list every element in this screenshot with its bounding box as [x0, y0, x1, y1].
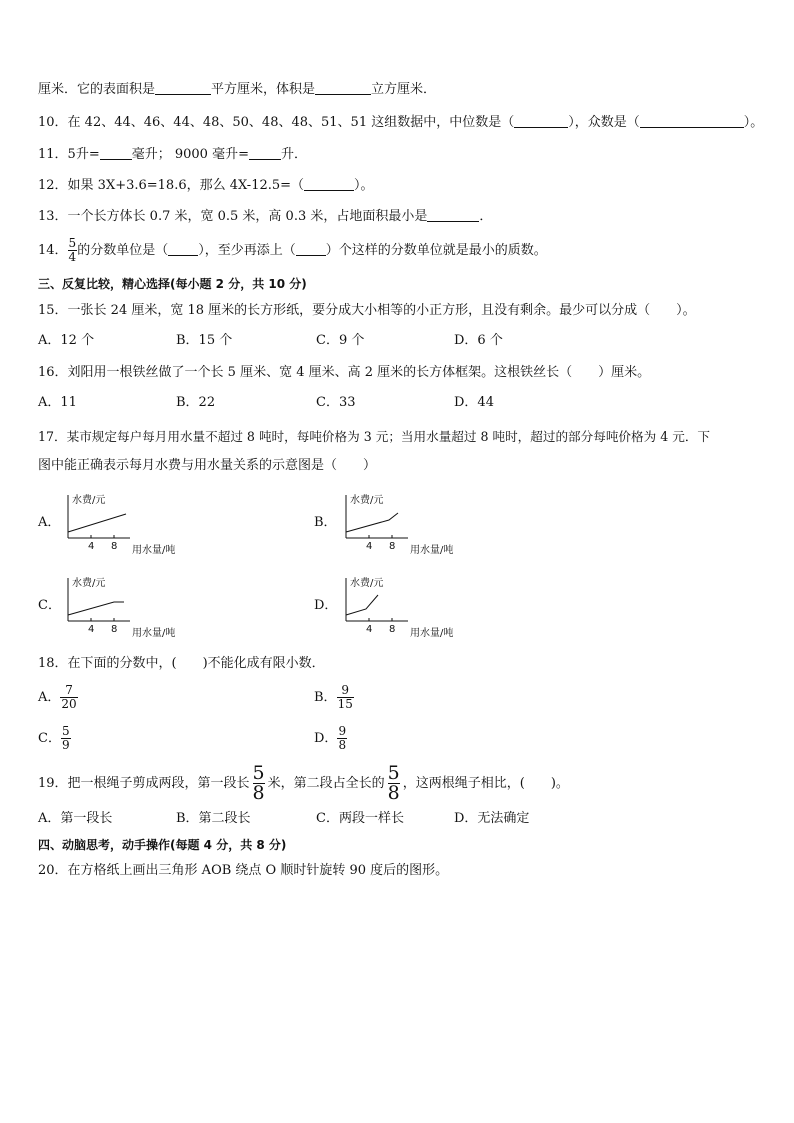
q11-l-blank[interactable]: [249, 146, 281, 160]
q15-option-b[interactable]: B．15 个: [176, 333, 233, 348]
q17-option-c-label[interactable]: C．: [38, 598, 61, 613]
q18-option-c[interactable]: [38, 725, 71, 752]
q17-option-d-label[interactable]: D．: [314, 598, 338, 613]
q13-text-b: ．: [479, 209, 493, 224]
q10-text-b: ），众数是（: [568, 115, 640, 130]
q17-stem-line1: 17．某市规定每户每月用水量不超过 8 吨时，每吨价格为 3 元；当用水量超过 8 吨时，超过的部分每吨价格为 4 元．下: [38, 429, 711, 444]
q18-option-b-label: B．: [314, 690, 337, 705]
q17-option-a-label[interactable]: A．: [38, 515, 61, 530]
q19-option-a[interactable]: A．第一段长: [38, 811, 113, 826]
q9-tail: [38, 81, 436, 99]
graph-c-ylabel: 水费/元: [72, 578, 106, 589]
denominator: 15: [337, 697, 353, 711]
numerator: 7: [65, 683, 73, 697]
q20-stem: 20．在方格纸上画出三角形 AOB 绕点 O 顺时针旋转 90 度后的图形。: [38, 863, 449, 878]
q18-option-c-fraction: [61, 725, 71, 752]
q11: [38, 146, 307, 164]
q12-text-a: 12．如果 3X+3.6=18.6，那么 4X-12.5=（: [38, 178, 305, 193]
q17-graph-b[interactable]: [336, 490, 486, 556]
q15-option-a[interactable]: A．12 个: [38, 333, 95, 348]
graph-b-tick-8: 8: [389, 541, 396, 552]
q18-option-a[interactable]: [38, 684, 78, 711]
q12-answer-blank[interactable]: [304, 177, 354, 191]
q18-option-c-label: C．: [38, 731, 61, 746]
q18-option-b[interactable]: [314, 684, 354, 711]
q18-option-b-fraction: [337, 684, 354, 711]
q15-option-c[interactable]: C．9 个: [316, 333, 365, 348]
q16-option-b[interactable]: B．22: [176, 395, 216, 410]
denominator: 20: [61, 697, 77, 711]
q14-denominator: 4: [68, 250, 77, 264]
graph-a-tick-4: 4: [88, 541, 95, 552]
q16-option-c[interactable]: C．33: [316, 395, 356, 410]
q18-option-a-fraction: [60, 684, 77, 711]
graph-b-line: [346, 513, 398, 532]
q9-text-c: 立方厘米．: [371, 82, 437, 97]
q14-unit-blank[interactable]: [168, 242, 198, 256]
q18-stem: 18．在下面的分数中，( )不能化成有限小数．: [38, 656, 325, 671]
denominator: 8: [387, 782, 400, 804]
q14-numerator: 5: [68, 236, 77, 250]
q18-option-d-fraction: [337, 725, 347, 752]
q17-graph-c[interactable]: [58, 573, 208, 639]
graph-b-tick-4: 4: [366, 541, 373, 552]
graph-a-line: [68, 514, 126, 532]
q9-surface-blank[interactable]: [155, 81, 211, 95]
graph-a-xlabel: 用水量/吨: [132, 545, 176, 556]
q14-text-c: ），至少再添上（: [198, 243, 296, 258]
q13: [38, 208, 492, 226]
q15-stem: 15．一张长 24 厘米，宽 18 厘米的长方形纸，要分成大小相等的小正方形，且没有剩余。最少可以分成（ ）。: [38, 303, 696, 318]
section-3-heading: 三、反复比较，精心选择(每小题 2 分，共 10 分): [38, 277, 307, 291]
q10-median-blank[interactable]: [514, 114, 568, 128]
numerator: 9: [341, 683, 350, 697]
q17-graph-a[interactable]: [58, 490, 208, 556]
q16-stem: 16．刘阳用一根铁丝做了一个长 5 厘米、宽 4 厘米、高 2 厘米的长方体框架。这根铁丝长（ ）厘米。: [38, 365, 651, 380]
q18-option-d[interactable]: [314, 725, 347, 752]
q16-option-a[interactable]: A．11: [38, 395, 77, 410]
numerator: 5: [61, 724, 70, 738]
numerator: 5: [252, 762, 265, 784]
graph-b-ylabel: 水费/元: [350, 495, 384, 506]
denominator: 8: [338, 738, 347, 752]
q10: [38, 114, 763, 132]
q14-text-a: 14．: [38, 243, 68, 258]
q19-fraction-2: [388, 764, 400, 803]
q19-fraction-1: [253, 764, 265, 803]
q14-text-b: 的分数单位是（: [77, 243, 169, 258]
q11-text-b: 毫升； 9000 毫升=: [131, 147, 249, 162]
graph-a-tick-8: 8: [111, 541, 118, 552]
q14-fraction: [68, 237, 78, 264]
graph-a-ylabel: 水费/元: [72, 495, 106, 506]
q12-text-b: ）。: [354, 178, 374, 193]
q17-option-b-label[interactable]: B．: [314, 515, 337, 530]
q15-option-d[interactable]: D．6 个: [454, 333, 503, 348]
denominator: 8: [252, 782, 265, 804]
q13-text-a: 13．一个长方体长 0.7 米，宽 0.5 米，高 0.3 米，占地面积最小是: [38, 209, 428, 224]
denominator: 9: [61, 738, 70, 752]
q19-text-b: 米，第二段占全长的: [267, 776, 385, 791]
graph-d-tick-4: 4: [366, 624, 373, 635]
graph-d-tick-8: 8: [389, 624, 396, 635]
graph-b-xlabel: 用水量/吨: [410, 545, 454, 556]
q10-mode-blank[interactable]: [640, 114, 744, 128]
q17-stem-line2: 图中能正确表示每月水费与用水量关系的示意图是（ ）: [38, 458, 377, 473]
q11-text-c: 升．: [280, 147, 307, 162]
q16-option-d[interactable]: D．44: [454, 395, 494, 410]
q19-option-c[interactable]: C．两段一样长: [316, 811, 404, 826]
q19-text-c: ，这两根绳子相比，( )。: [402, 776, 569, 791]
q11-text-a: 11．5升=: [38, 147, 100, 162]
q17-graph-d[interactable]: [336, 573, 486, 639]
numerator: 5: [387, 762, 400, 784]
q18-option-d-label: D．: [314, 731, 338, 746]
q14-text-d: ）个这样的分数单位就是最小的质数。: [325, 243, 547, 258]
q14-count-blank[interactable]: [296, 242, 326, 256]
q18-option-a-label: A．: [38, 690, 61, 705]
q12: [38, 177, 374, 195]
graph-d-ylabel: 水费/元: [350, 578, 384, 589]
numerator: 9: [338, 724, 347, 738]
q9-text-b: 平方厘米，体积是: [211, 82, 316, 97]
q19-option-b[interactable]: B．第二段长: [176, 811, 251, 826]
q13-answer-blank[interactable]: [427, 208, 479, 222]
q11-ml-blank[interactable]: [100, 146, 132, 160]
graph-d-xlabel: 用水量/吨: [410, 628, 454, 639]
q14: [38, 236, 547, 266]
q10-text-a: 10．在 42、44、46、44、48、50、48、48、51、51 这组数据中，中位数是（: [38, 115, 515, 130]
q9-volume-blank[interactable]: [315, 81, 371, 95]
q19-stem: [38, 764, 569, 804]
q19-text-a: 19．把一根绳子剪成两段，第一段长: [38, 776, 250, 791]
q19-option-d[interactable]: D．无法确定: [454, 811, 530, 826]
graph-d-line: [346, 595, 378, 615]
q10-text-c: ）。: [743, 115, 764, 130]
section-4-heading: 四、动脑思考，动手操作(每题 4 分，共 8 分): [38, 838, 287, 852]
graph-c-line: [68, 602, 124, 615]
graph-c-tick-8: 8: [111, 624, 118, 635]
q9-text-a: 厘米．它的表面积是: [38, 82, 156, 97]
graph-c-tick-4: 4: [88, 624, 95, 635]
graph-c-xlabel: 用水量/吨: [132, 628, 176, 639]
